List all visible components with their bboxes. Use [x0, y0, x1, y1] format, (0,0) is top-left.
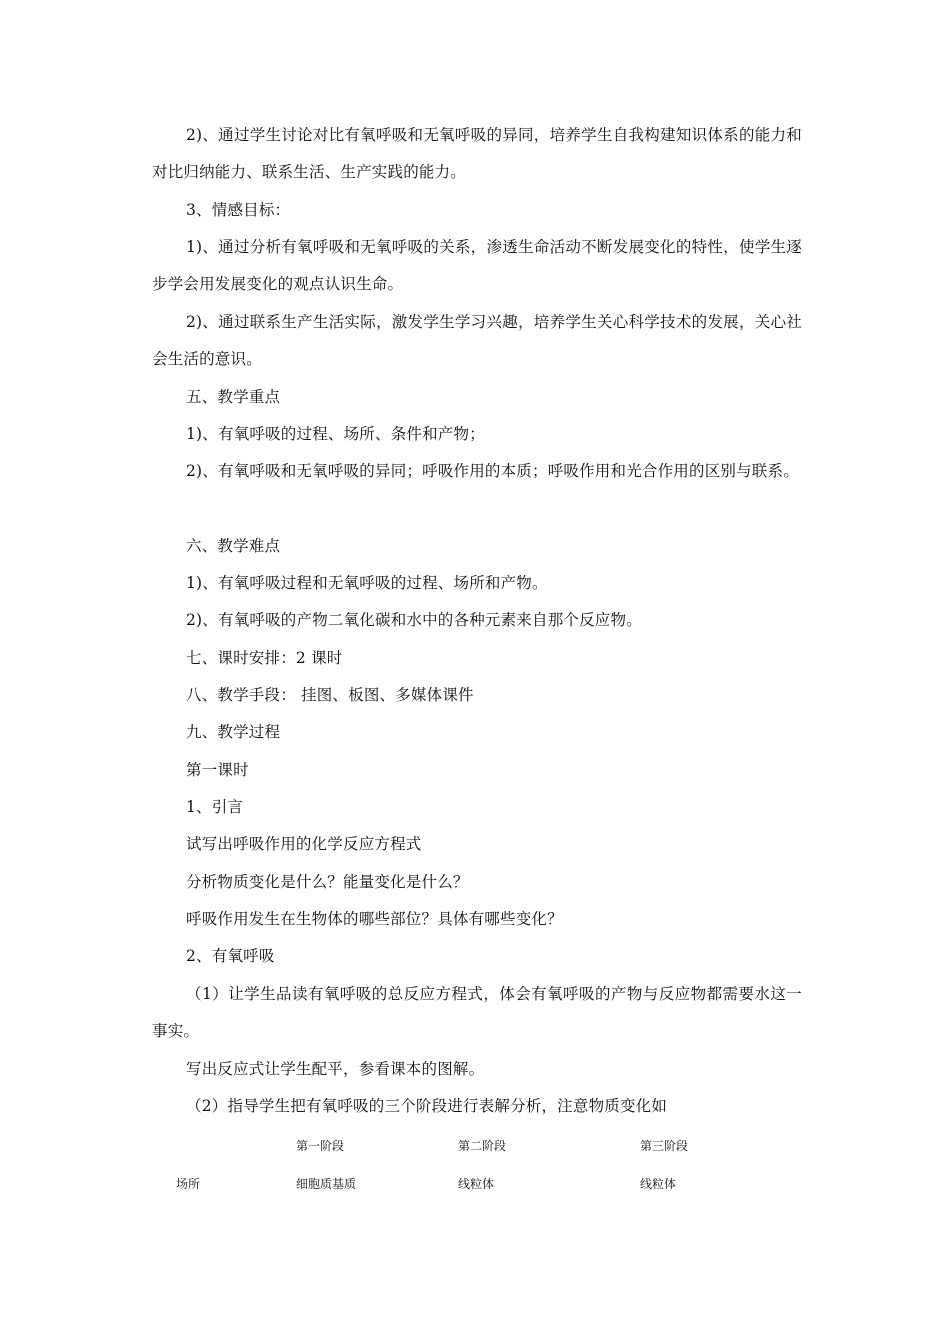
- paragraph-19: 2、有氧呼吸: [186, 947, 275, 965]
- paragraph-6: 1)、有氧呼吸的过程、场所、条件和产物；: [186, 425, 485, 443]
- paragraph-10: 2)、有氧呼吸的产物二氧化碳和水中的各种元素来自那个反应物。: [186, 611, 642, 629]
- table-cell: 线粒体: [640, 1177, 677, 1191]
- paragraph-15: 1、引言: [186, 798, 244, 816]
- table-cell: 细胞质基质: [296, 1177, 357, 1191]
- paragraph-9: 1)、有氧呼吸过程和无氧呼吸的过程、场所和产物。: [186, 574, 548, 592]
- paragraph-21: 写出反应式让学生配平，参看课本的图解。: [186, 1060, 485, 1078]
- table-header-cell: 第一阶段: [296, 1139, 345, 1153]
- paragraph-3: 1)、通过分析有氧呼吸和无氧呼吸的关系，渗透生命活动不断发展变化的特性，使学生逐步学会用发展变化的观点认识生命。: [152, 238, 802, 293]
- paragraph-1: 2)、通过学生讨论对比有氧呼吸和无氧呼吸的异同，培养学生自我构建知识体系的能力和对比归纳能力、联系生活、生产实践的能力。: [152, 126, 802, 181]
- section-heading-process: 九、教学过程: [186, 723, 281, 741]
- section-heading-key-points: 五、教学重点: [186, 388, 281, 406]
- table-row-label: 场所: [176, 1177, 201, 1191]
- section-heading-difficulties: 六、教学难点: [186, 537, 281, 555]
- paragraph-4: 2)、通过联系生产生活实际，激发学生学习兴趣，培养学生关心科学技术的发展，关心社会生活的意识。: [152, 313, 802, 368]
- paragraph-20: （1）让学生品读有氧呼吸的总反应方程式，体会有氧呼吸的产物与反应物都需要水这一事实。: [152, 985, 802, 1040]
- paragraph-7: 2)、有氧呼吸和无氧呼吸的异同；呼吸作用的本质；呼吸作用和光合作用的区别与联系。: [186, 462, 799, 480]
- table-cell: 线粒体: [458, 1177, 495, 1191]
- paragraph-22: （2）指导学生把有氧呼吸的三个阶段进行表解分析，注意物质变化如: [186, 1097, 668, 1115]
- section-heading-schedule: 七、课时安排：2 课时: [186, 649, 343, 667]
- paragraph-17: 分析物质变化是什么？能量变化是什么？: [186, 873, 469, 891]
- lesson-heading: 第一课时: [186, 761, 249, 779]
- section-heading-means: 八、教学手段： 挂图、板图、多媒体课件: [186, 686, 474, 704]
- paragraph-16: 试写出呼吸作用的化学反应方程式: [186, 835, 422, 853]
- table-header-cell: 第三阶段: [640, 1139, 689, 1153]
- paragraph-2: 3、情感目标：: [186, 201, 291, 219]
- paragraph-18: 呼吸作用发生在生物体的哪些部位？具体有哪些变化？: [186, 910, 563, 928]
- table-header-cell: 第二阶段: [458, 1139, 507, 1153]
